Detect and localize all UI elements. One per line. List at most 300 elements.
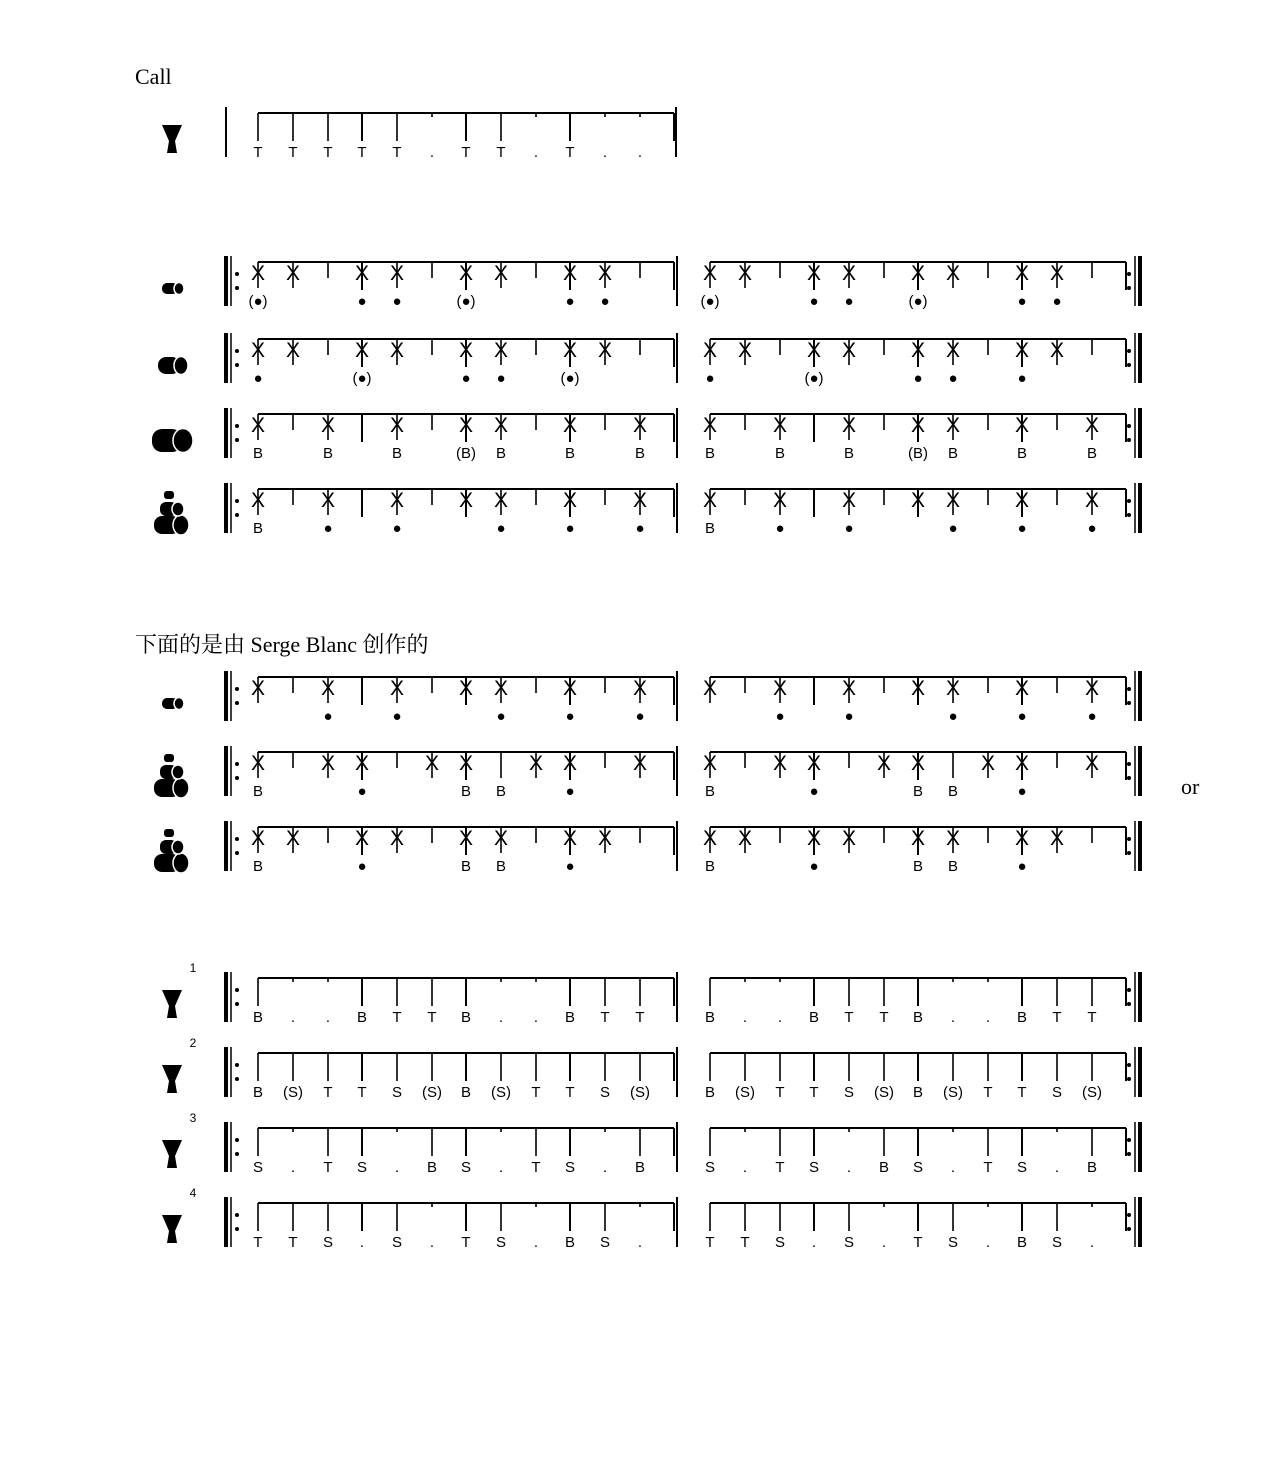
bell-x: X (493, 414, 509, 437)
bell-x: X (250, 414, 266, 437)
stroke-label: T (323, 1084, 333, 1101)
stroke-label: (●) (908, 293, 928, 310)
bell-x: X (806, 827, 822, 850)
repeat-dot (235, 363, 239, 367)
stroke-label: B (460, 783, 472, 800)
stroke-label: B (1016, 1009, 1028, 1026)
stroke-label: S (356, 1159, 368, 1176)
stroke-label: T (323, 1159, 333, 1176)
repeat-dot (1127, 1138, 1131, 1142)
bell-x: X (493, 827, 509, 850)
kenkeni-head (174, 698, 184, 710)
repeat-dot (235, 272, 239, 276)
stroke-label: B (252, 1009, 264, 1026)
stroke-label: ● (1017, 370, 1027, 387)
stroke-label: T (253, 1234, 263, 1251)
stroke-label: S (843, 1234, 855, 1251)
stroke-label: T (357, 144, 367, 161)
stroke-label: B (252, 783, 264, 800)
bell-x: X (702, 752, 718, 775)
stroke-label: ● (565, 858, 575, 875)
bell-x: X (737, 339, 753, 362)
stroke-label: ● (809, 783, 819, 800)
bell-x: X (1014, 827, 1030, 850)
stroke-label: B (495, 783, 507, 800)
stroke-label: . (394, 1159, 400, 1176)
stroke-label: ● (392, 293, 402, 310)
bell-x: X (772, 414, 788, 437)
repeat-dot (1127, 762, 1131, 766)
bell-x: X (250, 339, 266, 362)
stroke-label: B (460, 1084, 472, 1101)
bell-x: X (493, 489, 509, 512)
bell-x: X (562, 677, 578, 700)
bell-x: X (1014, 677, 1030, 700)
stroke-label: B (912, 1009, 924, 1026)
stroke-label: B (252, 520, 264, 537)
stroke-label: ● (948, 370, 958, 387)
bell-x: X (562, 489, 578, 512)
staff-number: 1 (189, 961, 197, 975)
bell-x: X (562, 752, 578, 775)
stroke-label: B (634, 445, 646, 462)
stroke-label: ● (844, 520, 854, 537)
bell-x: X (910, 489, 926, 512)
stroke-label: T (565, 1084, 575, 1101)
stroke-label: S (322, 1234, 334, 1251)
repeat-dot (235, 1227, 239, 1231)
repeat-dot (1127, 837, 1131, 841)
stroke-label: (S) (943, 1084, 963, 1101)
bell-x: X (424, 752, 440, 775)
stroke-label: S (1051, 1084, 1063, 1101)
bell-x: X (841, 677, 857, 700)
stroke-label: . (359, 1234, 365, 1251)
bell-x: X (1084, 677, 1100, 700)
stroke-label: ● (565, 293, 575, 310)
stroke-label: ● (461, 370, 471, 387)
staff-serge-2 (154, 746, 1140, 800)
bell-x: X (320, 677, 336, 700)
stroke-label: S (252, 1159, 264, 1176)
stroke-label: T (775, 1159, 785, 1176)
staff-sangban (158, 333, 1140, 387)
stroke-label: T (427, 1009, 437, 1026)
bell-x: X (841, 262, 857, 285)
stroke-label: B (564, 1009, 576, 1026)
stroke-label: ● (392, 708, 402, 725)
stroke-label: T (461, 144, 471, 161)
stroke-label: ● (844, 293, 854, 310)
stroke-label: B (634, 1159, 646, 1176)
repeat-dot (1127, 1077, 1131, 1081)
staff-call (162, 107, 676, 161)
bell-x: X (320, 752, 336, 775)
repeat-dot (235, 349, 239, 353)
stroke-label: . (290, 1009, 296, 1026)
stroke-label: ● (323, 520, 333, 537)
stroke-label: S (1016, 1159, 1028, 1176)
bell-x: X (702, 262, 718, 285)
staff-djembe-3 (162, 1111, 1140, 1176)
stroke-label: S (391, 1084, 403, 1101)
three-drums-top (164, 829, 174, 837)
repeat-dot (235, 1152, 239, 1156)
repeat-dot (235, 438, 239, 442)
kenkeni-head (174, 283, 184, 295)
repeat-dot (1127, 438, 1131, 442)
bell-x: X (945, 827, 961, 850)
bell-x: X (389, 414, 405, 437)
bell-x: X (910, 827, 926, 850)
stroke-label: ● (1087, 708, 1097, 725)
stroke-label: B (391, 445, 403, 462)
stroke-label: . (498, 1159, 504, 1176)
stroke-label: B (252, 858, 264, 875)
bell-x: X (702, 677, 718, 700)
bell-x: X (1014, 414, 1030, 437)
bell-x: X (772, 677, 788, 700)
stroke-label: T (392, 1009, 402, 1026)
stroke-label: (S) (735, 1084, 755, 1101)
bell-x: X (1084, 489, 1100, 512)
stroke-label: S (774, 1234, 786, 1251)
stroke-label: T (288, 144, 298, 161)
stroke-label: T (635, 1009, 645, 1026)
stroke-label: B (252, 1084, 264, 1101)
repeat-dot (1127, 286, 1131, 290)
stroke-label: B (947, 783, 959, 800)
stroke-label: B (252, 445, 264, 462)
staff-djembe-4 (162, 1186, 1140, 1251)
stroke-label: T (531, 1084, 541, 1101)
bell-x: X (389, 489, 405, 512)
stroke-label: ● (357, 858, 367, 875)
repeat-dot (235, 837, 239, 841)
bell-x: X (458, 339, 474, 362)
bell-x: X (1049, 262, 1065, 285)
stroke-label: . (429, 144, 435, 161)
bell-x: X (841, 414, 857, 437)
three-drums-head-mid (172, 840, 184, 854)
bell-x: X (562, 414, 578, 437)
djembe-icon (162, 125, 182, 153)
stroke-label: (●) (456, 293, 476, 310)
stroke-label: . (811, 1234, 817, 1251)
stroke-label: B (704, 520, 716, 537)
three-drums-head-low (173, 778, 189, 798)
staff-number: 4 (189, 1186, 197, 1200)
bell-x: X (632, 752, 648, 775)
bell-x: X (1084, 414, 1100, 437)
stroke-label: . (602, 144, 608, 161)
stroke-label: . (533, 1009, 539, 1026)
bell-x: X (910, 339, 926, 362)
stroke-label: ● (775, 708, 785, 725)
stroke-label: ● (323, 708, 333, 725)
bell-x: X (389, 339, 405, 362)
bell-x: X (389, 677, 405, 700)
stroke-label: B (878, 1159, 890, 1176)
stroke-label: B (704, 858, 716, 875)
bell-x: X (354, 339, 370, 362)
stroke-label: ● (496, 708, 506, 725)
stroke-label: B (843, 445, 855, 462)
stroke-label: ● (565, 708, 575, 725)
bell-x: X (945, 489, 961, 512)
repeat-dot (1127, 272, 1131, 276)
stroke-label: (●) (352, 370, 372, 387)
stroke-label: (●) (700, 293, 720, 310)
stroke-label: B (564, 445, 576, 462)
djembe-icon (162, 990, 182, 1018)
stroke-label: ● (600, 293, 610, 310)
stroke-label: B (704, 783, 716, 800)
repeat-dot (1127, 851, 1131, 855)
djembe-icon (162, 1065, 182, 1093)
repeat-dot (1127, 1227, 1131, 1231)
serge-blanc-note: 下面的是由 Serge Blanc 创作的 (135, 632, 429, 657)
stroke-label: . (429, 1234, 435, 1251)
stroke-label: T (1087, 1009, 1097, 1026)
sangban-head (174, 357, 188, 375)
stroke-label: B (808, 1009, 820, 1026)
staff-number: 2 (189, 1036, 197, 1050)
bell-x: X (702, 339, 718, 362)
stroke-label: . (950, 1009, 956, 1026)
repeat-dot (235, 1002, 239, 1006)
stroke-label: S (843, 1084, 855, 1101)
stroke-label: ● (496, 370, 506, 387)
repeat-dot (1127, 701, 1131, 705)
repeat-dot (235, 762, 239, 766)
repeat-dot (1127, 988, 1131, 992)
stroke-label: ● (565, 783, 575, 800)
repeat-dot (1127, 1213, 1131, 1217)
bell-x: X (250, 677, 266, 700)
three-drums-head-mid (172, 765, 184, 779)
stroke-label: B (495, 445, 507, 462)
stroke-label: . (742, 1009, 748, 1026)
staff-djembe-1 (162, 961, 1140, 1026)
stroke-label: B (460, 1009, 472, 1026)
repeat-dot (1127, 1002, 1131, 1006)
bell-x: X (250, 489, 266, 512)
stroke-label: (S) (874, 1084, 894, 1101)
stroke-label: ● (844, 708, 854, 725)
stroke-label: ● (357, 293, 367, 310)
stroke-label: T (288, 1234, 298, 1251)
repeat-dot (235, 513, 239, 517)
three-drums-head-low (173, 515, 189, 535)
stroke-label: T (323, 144, 333, 161)
stroke-label: T (879, 1009, 889, 1026)
bell-x: X (910, 677, 926, 700)
bell-x: X (562, 339, 578, 362)
stroke-label: B (912, 783, 924, 800)
bell-x: X (1049, 339, 1065, 362)
djembe-icon (162, 1140, 182, 1168)
stroke-label: . (1089, 1234, 1095, 1251)
staff-ensemble (154, 483, 1140, 537)
three-drums-head-low (173, 853, 189, 873)
repeat-dot (235, 687, 239, 691)
stroke-label: ● (1017, 708, 1027, 725)
bell-x: X (354, 827, 370, 850)
bell-x: X (458, 414, 474, 437)
bell-x: X (493, 339, 509, 362)
bell-x: X (250, 827, 266, 850)
repeat-dot (1127, 1152, 1131, 1156)
stroke-label: B (704, 445, 716, 462)
bell-x: X (772, 489, 788, 512)
bell-x: X (632, 677, 648, 700)
repeat-dot (235, 1213, 239, 1217)
stroke-label: ● (809, 293, 819, 310)
three-drums-head-mid (172, 502, 184, 516)
stroke-label: B (564, 1234, 576, 1251)
three-drums-top (164, 754, 174, 762)
stroke-label: B (704, 1009, 716, 1026)
stroke-label: ● (1087, 520, 1097, 537)
repeat-dot (235, 1138, 239, 1142)
bell-x: X (562, 827, 578, 850)
stroke-label: . (881, 1234, 887, 1251)
bell-x: X (980, 752, 996, 775)
bell-x: X (702, 414, 718, 437)
stroke-label: T (600, 1009, 610, 1026)
stroke-label: B (356, 1009, 368, 1026)
stroke-label: . (985, 1234, 991, 1251)
bell-x: X (910, 262, 926, 285)
bell-x: X (562, 262, 578, 285)
stroke-label: S (599, 1084, 611, 1101)
stroke-label: T (357, 1084, 367, 1101)
staff-doundoun (152, 408, 1140, 462)
bell-x: X (1049, 827, 1065, 850)
stroke-label: . (637, 1234, 643, 1251)
repeat-dot (235, 851, 239, 855)
stroke-label: B (912, 858, 924, 875)
repeat-dot (235, 499, 239, 503)
stroke-label: ● (948, 708, 958, 725)
stroke-label: . (637, 144, 643, 161)
repeat-dot (235, 424, 239, 428)
stroke-label: (S) (422, 1084, 442, 1101)
bell-x: X (632, 489, 648, 512)
stroke-label: T (809, 1084, 819, 1101)
bell-x: X (772, 752, 788, 775)
repeat-dot (1127, 499, 1131, 503)
bell-x: X (945, 262, 961, 285)
stroke-label: T (565, 144, 575, 161)
bell-x: X (458, 489, 474, 512)
stroke-label: B (322, 445, 334, 462)
stroke-label: . (533, 144, 539, 161)
stroke-label: ● (1017, 858, 1027, 875)
stroke-label: ● (809, 858, 819, 875)
stroke-label: (S) (1082, 1084, 1102, 1101)
repeat-dot (1127, 513, 1131, 517)
stroke-label: . (498, 1009, 504, 1026)
bell-x: X (806, 752, 822, 775)
bell-x: X (702, 827, 718, 850)
stroke-label: . (533, 1234, 539, 1251)
bell-x: X (354, 752, 370, 775)
call-label: Call (135, 64, 172, 89)
stroke-label: B (947, 445, 959, 462)
stroke-label: ● (392, 520, 402, 537)
bell-x: X (632, 414, 648, 437)
bell-x: X (285, 339, 301, 362)
stroke-label: ● (913, 370, 923, 387)
stroke-label: T (1052, 1009, 1062, 1026)
bell-x: X (1084, 752, 1100, 775)
bell-x: X (597, 827, 613, 850)
bell-x: X (285, 827, 301, 850)
stroke-label: S (460, 1159, 472, 1176)
stroke-label: T (1017, 1084, 1027, 1101)
or-label: or (1181, 774, 1200, 799)
stroke-label: ● (357, 783, 367, 800)
stroke-label: (●) (248, 293, 268, 310)
repeat-dot (235, 988, 239, 992)
stroke-label: . (985, 1009, 991, 1026)
stroke-label: (B) (456, 445, 476, 462)
stroke-label: B (947, 858, 959, 875)
repeat-dot (235, 1063, 239, 1067)
repeat-dot (235, 286, 239, 290)
bell-x: X (1014, 339, 1030, 362)
stroke-label: B (774, 445, 786, 462)
stroke-label: S (495, 1234, 507, 1251)
stroke-label: S (947, 1234, 959, 1251)
bell-x: X (910, 414, 926, 437)
bell-x: X (806, 262, 822, 285)
stroke-label: S (599, 1234, 611, 1251)
stroke-label: B (426, 1159, 438, 1176)
bell-x: X (1014, 262, 1030, 285)
bell-x: X (702, 489, 718, 512)
bell-x: X (945, 339, 961, 362)
bell-x: X (320, 414, 336, 437)
bell-x: X (493, 677, 509, 700)
bell-x: X (250, 262, 266, 285)
staff-serge-1 (162, 671, 1140, 725)
stroke-label: ● (253, 370, 263, 387)
stroke-label: (●) (804, 370, 824, 387)
bell-x: X (597, 262, 613, 285)
staff-serge-3 (154, 821, 1140, 875)
staff-djembe-2 (162, 1036, 1140, 1101)
stroke-label: T (844, 1009, 854, 1026)
stroke-label: B (704, 1084, 716, 1101)
bell-x: X (945, 414, 961, 437)
bell-x: X (1014, 752, 1030, 775)
bell-x: X (841, 339, 857, 362)
stroke-label: T (913, 1234, 923, 1251)
bell-x: X (876, 752, 892, 775)
stroke-label: ● (1052, 293, 1062, 310)
stroke-label: T (983, 1084, 993, 1101)
stroke-label: S (808, 1159, 820, 1176)
stroke-label: . (777, 1009, 783, 1026)
stroke-label: ● (948, 520, 958, 537)
stroke-label: ● (1017, 293, 1027, 310)
bell-x: X (458, 262, 474, 285)
repeat-dot (1127, 349, 1131, 353)
stroke-label: ● (1017, 783, 1027, 800)
